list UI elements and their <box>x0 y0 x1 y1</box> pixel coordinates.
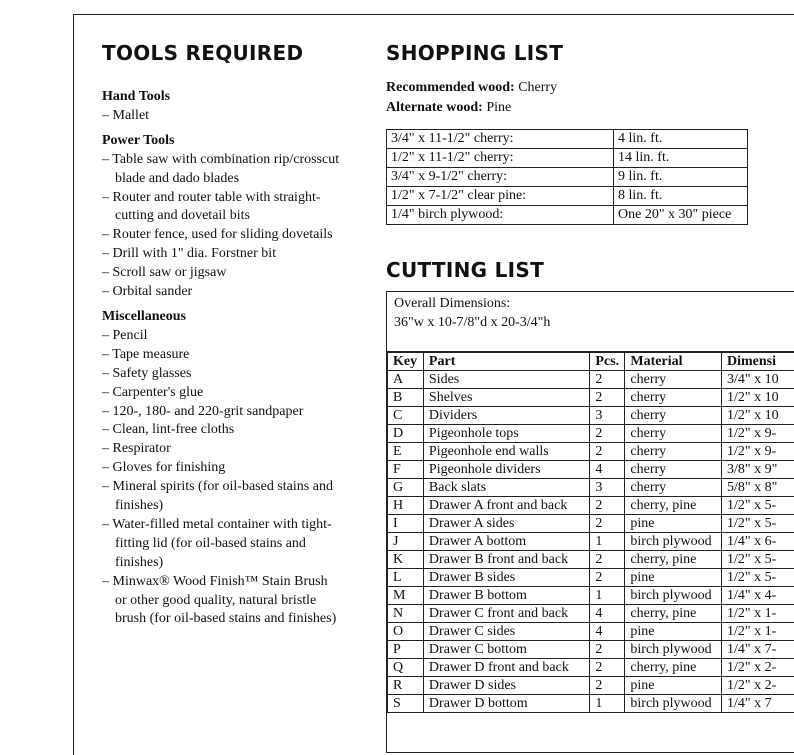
table-row <box>388 443 794 461</box>
tools-item: – Tape measure <box>102 346 342 365</box>
cut-part: Drawer D front and back <box>423 659 590 677</box>
cut-material: pine <box>625 515 722 533</box>
cut-pcs: 2 <box>590 515 625 533</box>
overall-dimensions-value: 36"w x 10-7/8"d x 20-3/4"h <box>394 313 550 332</box>
cut-dimensions: 5/8" x 8" <box>721 479 794 497</box>
table-row <box>387 206 748 225</box>
cut-dimensions: 1/2" x 5- <box>721 551 794 569</box>
shopping-item: 3/4" x 11-1/2" cherry: <box>387 130 614 149</box>
cut-key: B <box>388 389 424 407</box>
cut-part: Dividers <box>423 407 590 425</box>
table-row <box>388 587 794 605</box>
shopping-quantity: 9 lin. ft. <box>614 168 748 187</box>
cut-key: P <box>388 641 424 659</box>
cut-part: Drawer B sides <box>423 569 590 587</box>
cut-key: A <box>388 371 424 389</box>
cut-pcs: 2 <box>590 497 625 515</box>
tools-item: – Carpenter's glue <box>102 384 342 403</box>
tools-list <box>102 88 342 629</box>
tools-item: – Minwax® Wood Finish™ Stain Brush or other good quality, natural bristle brush (for oil-based stains and finishes) <box>102 573 342 630</box>
cut-material: cherry <box>625 479 722 497</box>
cut-pcs: 4 <box>590 623 625 641</box>
shopping-item: 3/4" x 9-1/2" cherry: <box>387 168 614 187</box>
cut-pcs: 4 <box>590 605 625 623</box>
cut-part: Drawer A sides <box>423 515 590 533</box>
cut-key: L <box>388 569 424 587</box>
cut-material: pine <box>625 569 722 587</box>
tools-group-heading: Power Tools <box>102 132 342 151</box>
column-header-dimensions: Dimensi <box>721 352 794 371</box>
cut-material: cherry, pine <box>625 497 722 515</box>
table-row <box>388 677 794 695</box>
tools-item: – 120-, 180- and 220-grit sandpaper <box>102 403 342 422</box>
tools-group-heading: Miscellaneous <box>102 308 342 327</box>
cut-pcs: 2 <box>590 425 625 443</box>
table-row <box>388 479 794 497</box>
overall-dimensions-label: Overall Dimensions: <box>394 294 550 313</box>
cut-part: Drawer D bottom <box>423 695 590 713</box>
shopping-quantity: 8 lin. ft. <box>614 187 748 206</box>
cut-pcs: 2 <box>590 551 625 569</box>
cut-part: Drawer C front and back <box>423 605 590 623</box>
cut-dimensions: 1/2" x 5- <box>721 569 794 587</box>
cut-material: cherry <box>625 389 722 407</box>
alternate-wood-value: Pine <box>486 100 511 115</box>
cut-part: Drawer B bottom <box>423 587 590 605</box>
table-row <box>388 515 794 533</box>
tools-item: – Clean, lint-free cloths <box>102 421 342 440</box>
cut-dimensions: 1/2" x 5- <box>721 515 794 533</box>
recommended-wood <box>386 80 557 96</box>
cutting-list-box <box>386 291 794 753</box>
cut-key: O <box>388 623 424 641</box>
table-row <box>388 407 794 425</box>
cut-key: S <box>388 695 424 713</box>
cut-material: cherry <box>625 425 722 443</box>
cut-material: birch plywood <box>625 641 722 659</box>
cut-key: C <box>388 407 424 425</box>
alternate-wood-label: Alternate wood: <box>386 100 483 115</box>
cut-key: J <box>388 533 424 551</box>
tools-item: – Gloves for finishing <box>102 459 342 478</box>
cut-material: pine <box>625 677 722 695</box>
tools-item: – Router fence, used for sliding dovetails <box>102 226 342 245</box>
tools-item: – Mallet <box>102 107 342 126</box>
cut-pcs: 3 <box>590 479 625 497</box>
cut-dimensions: 1/4" x 6- <box>721 533 794 551</box>
table-row <box>388 533 794 551</box>
cut-key: H <box>388 497 424 515</box>
table-row <box>388 569 794 587</box>
cut-part: Back slats <box>423 479 590 497</box>
cut-dimensions: 1/2" x 10 <box>721 407 794 425</box>
cut-part: Pigeonhole dividers <box>423 461 590 479</box>
cut-key: N <box>388 605 424 623</box>
cut-dimensions: 1/2" x 2- <box>721 659 794 677</box>
column-header-material: Material <box>625 352 722 371</box>
cut-part: Drawer C bottom <box>423 641 590 659</box>
tools-item: – Router and router table with straight-cutting and dovetail bits <box>102 189 342 227</box>
cut-material: cherry <box>625 371 722 389</box>
tools-item: – Scroll saw or jigsaw <box>102 264 342 283</box>
tools-item: – Respirator <box>102 440 342 459</box>
table-row <box>388 425 794 443</box>
tools-item: – Pencil <box>102 327 342 346</box>
cut-key: K <box>388 551 424 569</box>
cut-pcs: 1 <box>590 533 625 551</box>
shopping-quantity: 4 lin. ft. <box>614 130 748 149</box>
overall-dimensions <box>394 294 550 332</box>
cut-part: Pigeonhole end walls <box>423 443 590 461</box>
table-row <box>387 168 748 187</box>
cut-part: Sides <box>423 371 590 389</box>
table-row <box>388 605 794 623</box>
cut-pcs: 2 <box>590 569 625 587</box>
cut-part: Pigeonhole tops <box>423 425 590 443</box>
cut-part: Drawer A bottom <box>423 533 590 551</box>
cut-pcs: 2 <box>590 677 625 695</box>
cut-material: cherry <box>625 443 722 461</box>
cut-pcs: 1 <box>590 587 625 605</box>
alternate-wood <box>386 100 511 116</box>
tools-item: – Table saw with combination rip/crosscut blade and dado blades <box>102 151 342 189</box>
cut-dimensions: 1/2" x 1- <box>721 623 794 641</box>
table-row <box>387 130 748 149</box>
cut-pcs: 2 <box>590 659 625 677</box>
cut-key: I <box>388 515 424 533</box>
shopping-item: 1/4" birch plywood: <box>387 206 614 225</box>
column-header-key: Key <box>388 352 424 371</box>
table-row <box>388 497 794 515</box>
cut-key: M <box>388 587 424 605</box>
column-header-part: Part <box>423 352 590 371</box>
tools-group-heading: Hand Tools <box>102 88 342 107</box>
cut-key: R <box>388 677 424 695</box>
cut-dimensions: 1/2" x 5- <box>721 497 794 515</box>
cut-dimensions: 1/4" x 7 <box>721 695 794 713</box>
cut-pcs: 3 <box>590 407 625 425</box>
cut-dimensions: 1/4" x 4- <box>721 587 794 605</box>
cut-part: Drawer D sides <box>423 677 590 695</box>
cut-key: E <box>388 443 424 461</box>
cut-material: birch plywood <box>625 533 722 551</box>
cut-dimensions: 1/2" x 1- <box>721 605 794 623</box>
table-row <box>388 659 794 677</box>
table-row <box>388 371 794 389</box>
cut-dimensions: 3/8" x 9" <box>721 461 794 479</box>
table-row <box>388 461 794 479</box>
shopping-item: 1/2" x 11-1/2" cherry: <box>387 149 614 168</box>
tools-item: – Safety glasses <box>102 365 342 384</box>
cut-material: birch plywood <box>625 695 722 713</box>
cut-dimensions: 3/4" x 10 <box>721 371 794 389</box>
column-header-pcs: Pcs. <box>590 352 625 371</box>
tools-required-title: TOOLS REQUIRED <box>102 41 303 65</box>
table-row <box>388 695 794 713</box>
document-page <box>73 14 794 755</box>
cut-pcs: 4 <box>590 461 625 479</box>
cut-pcs: 2 <box>590 371 625 389</box>
cut-dimensions: 1/2" x 2- <box>721 677 794 695</box>
cut-key: G <box>388 479 424 497</box>
table-row <box>388 389 794 407</box>
cutting-table <box>387 351 794 713</box>
table-row <box>388 641 794 659</box>
cut-pcs: 2 <box>590 641 625 659</box>
table-row <box>388 551 794 569</box>
cut-pcs: 2 <box>590 443 625 461</box>
table-row <box>387 149 748 168</box>
cut-dimensions: 1/2" x 9- <box>721 443 794 461</box>
cut-key: F <box>388 461 424 479</box>
cut-key: D <box>388 425 424 443</box>
cut-dimensions: 1/2" x 10 <box>721 389 794 407</box>
cutting-list-title: CUTTING LIST <box>386 258 544 282</box>
tools-item: – Water-filled metal container with tight-fitting lid (for oil-based stains and finishes) <box>102 516 342 573</box>
recommended-wood-value: Cherry <box>518 80 557 95</box>
cut-dimensions: 1/2" x 9- <box>721 425 794 443</box>
table-header-row <box>388 352 794 371</box>
cut-material: pine <box>625 623 722 641</box>
cut-material: cherry, pine <box>625 551 722 569</box>
cut-material: birch plywood <box>625 587 722 605</box>
tools-item: – Orbital sander <box>102 283 342 302</box>
recommended-wood-label: Recommended wood: <box>386 80 515 95</box>
shopping-quantity: One 20" x 30" piece <box>614 206 748 225</box>
cut-part: Drawer C sides <box>423 623 590 641</box>
cut-pcs: 2 <box>590 389 625 407</box>
shopping-table <box>386 129 748 225</box>
shopping-item: 1/2" x 7-1/2" clear pine: <box>387 187 614 206</box>
cut-part: Shelves <box>423 389 590 407</box>
cut-material: cherry <box>625 461 722 479</box>
cut-key: Q <box>388 659 424 677</box>
cut-part: Drawer A front and back <box>423 497 590 515</box>
shopping-list-title: SHOPPING LIST <box>386 41 563 65</box>
cut-dimensions: 1/4" x 7- <box>721 641 794 659</box>
table-row <box>387 187 748 206</box>
cutting-table-body <box>388 371 794 713</box>
tools-item: – Drill with 1" dia. Forstner bit <box>102 245 342 264</box>
cut-material: cherry, pine <box>625 605 722 623</box>
table-row <box>388 623 794 641</box>
tools-item: – Mineral spirits (for oil-based stains and finishes) <box>102 478 342 516</box>
cut-pcs: 1 <box>590 695 625 713</box>
cut-part: Drawer B front and back <box>423 551 590 569</box>
shopping-quantity: 14 lin. ft. <box>614 149 748 168</box>
cut-material: cherry <box>625 407 722 425</box>
cut-material: cherry, pine <box>625 659 722 677</box>
